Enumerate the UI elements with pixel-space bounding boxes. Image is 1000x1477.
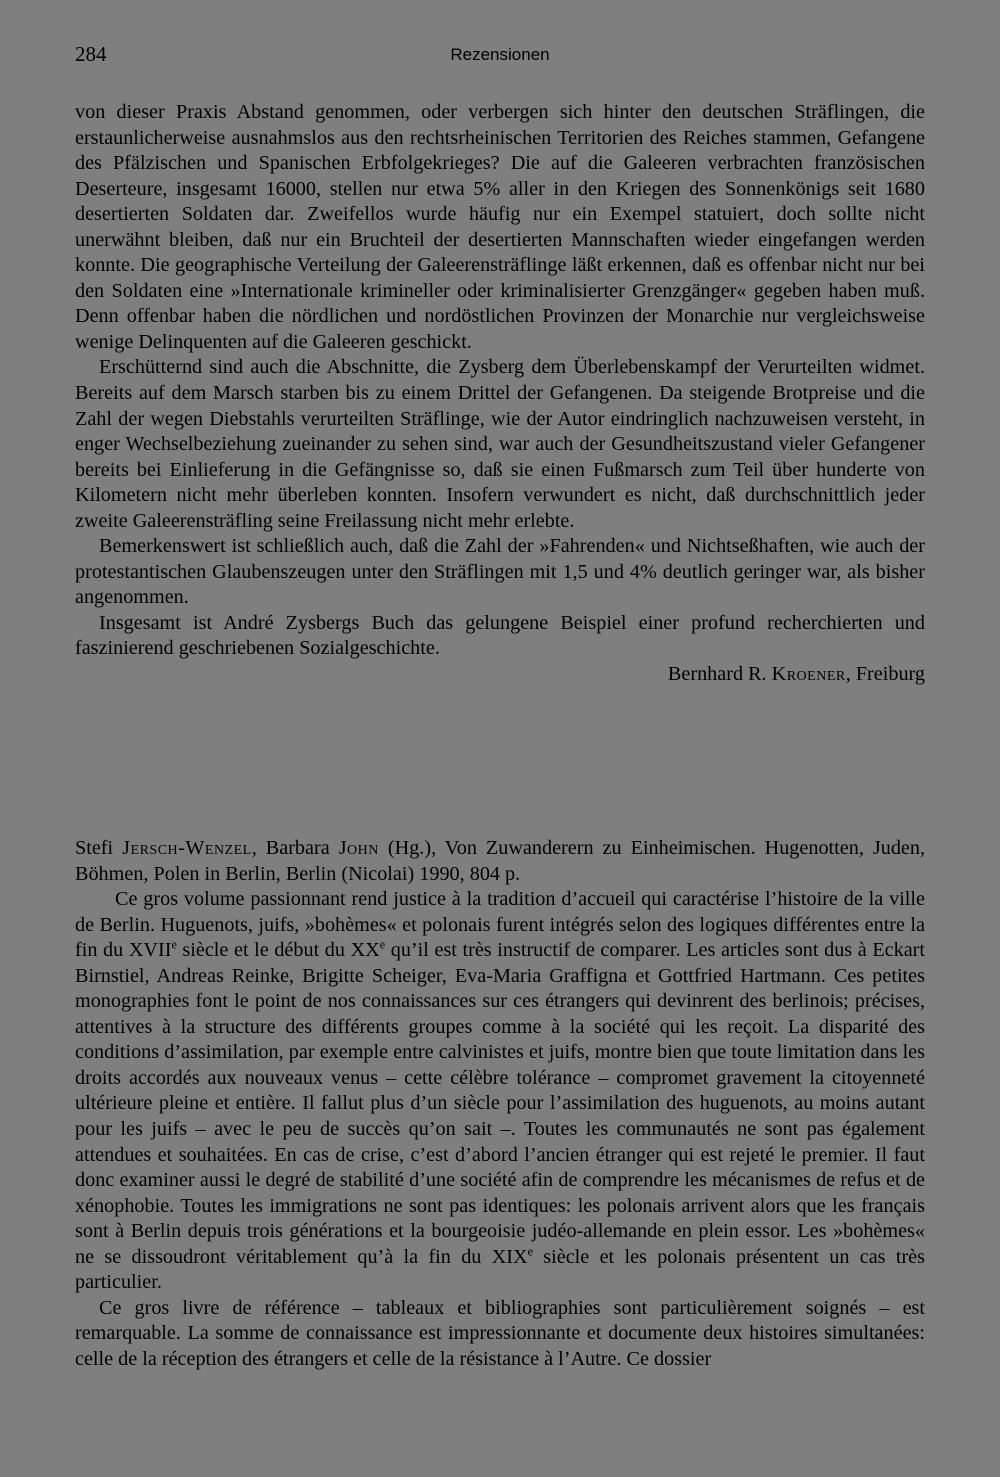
- reviewer-signature: [75, 662, 925, 688]
- editor-first-name: Stefi: [75, 837, 114, 859]
- citation-details: (Hg.), Von Zuwanderern zu Einheimischen. Hugenotten, Juden, Böhmen, Polen in Berlin, Berlin (Nicolai) 1990, 804 p.: [75, 837, 926, 885]
- reviewer-surname: Kroener: [771, 663, 846, 686]
- text-run: Ce gros volume passionnant rend justice à la tradition d’accueil qui caractérise l’histoire de la ville de Berlin. Huguenots, juifs, »bohèmes« et polonais furent intégrés selon des logiques différentes entre la fin du XVII: [75, 888, 925, 962]
- review-jersch-wenzel: [75, 836, 925, 1372]
- superscript: e: [527, 1244, 533, 1259]
- editor-first-name: , Barbara: [251, 837, 330, 859]
- editor-surname: Jersch-Wenzel: [122, 837, 252, 859]
- paragraph: Insgesamt ist André Zysbergs Buch das gelungene Beispiel einer profund recherchierten und faszinierend geschriebenen Sozialgeschichte.: [75, 611, 925, 660]
- book-citation: [75, 836, 925, 887]
- review-kroener: [75, 100, 925, 688]
- editor-surname: John: [338, 837, 379, 859]
- running-title: Rezensionen: [450, 45, 550, 64]
- text-run: qu’il est très instructif de comparer. Les articles sont dus à Eckart Birnstiel, Andreas Reinke, Brigitte Scheiger, Eva-Maria Graffigna et Gottfried Hartmann. Ces petites monographies font le point de nos connaissances sur ces étrangers qui devinrent des berlinois; précises, attentives à la structure des différents groupes comme à la société qui les reçoit. La disparité des conditions d’assimilation, par exemple entre calvinistes et juifs, montre bien que toute limitation dans les droits accordés aux nouveaux venus – cette célèbre tolérance – compromet gravement la citoyenneté ultérieure pleine et entière. Il fallut plus d’un siècle pour l’assimilation des huguenots, au moins autant pour les juifs – avec le peu de succès qu’on sait –. Toutes les communautés ne sont pas également attendues et souhaitées. En cas de crise, c’est d’abord l’ancien étranger qui est rejeté le premier. Il faut donc examiner aussi le degré de stabilité d’une société afin de comprendre les mécanismes de refus et de xénophobie. Toutes les immigrations ne sont pas identiques: les polonais arrivent alors que les français sont à Berlin depuis trois générations et la bourgeoisie judéo-allemande en plein essor. Les »bohèmes« ne se dissoudront véritablement qu’à la fin du XIX: [75, 939, 925, 1268]
- paragraph: Bemerkenswert ist schließlich auch, daß die Zahl der »Fahrenden« und Nichtseßhaften, wie auch der protestantischen Glaubenszeugen unter den Sträflingen mit 1,5 und 4% deutlich geringer war, als bisher angenommen.: [75, 535, 925, 609]
- reviewer-city: , Freiburg: [845, 663, 925, 686]
- paragraph: von dieser Praxis Abstand genommen, oder verbergen sich hinter den deutschen Sträflingen, die erstaunlicherweise ausnahmslos aus den rechtsrheinischen Territorien des Reiches stammen, Gefangene des Pfälzischen und Spanischen Erbfolgekrieges? Die auf die Galeeren verbrachten französischen Deserteure, insgesamt 16000, stellen nur etwa 5% aller in den Kriegen des Sonnenkönigs seit 1680 desertierten Soldaten dar. Zweifellos wurde häufig nur ein Exempel statuiert, doch sollte nicht unerwähnt bleiben, daß nur ein Bruchteil der desertierten Mannschaften wieder eingefangen werden konnte. Die geographische Verteilung der Galeerensträflinge läßt erkennen, daß es offenbar nicht nur bei den Soldaten eine »Internationale krimineller oder kriminalisierter Grenzgänger« gegeben haben muß. Denn offenbar haben die nördlichen und nordöstlichen Provinzen der Monarchie nur vergleichsweise wenige Delinquenten auf die Galeeren geschickt.: [75, 101, 925, 353]
- text-run: siècle et les polonais présentent un cas très particulier.: [75, 1245, 925, 1294]
- page-number: 284: [75, 42, 107, 66]
- superscript: e: [171, 937, 177, 952]
- text-run: siècle et le début du XX: [176, 939, 380, 962]
- reviewer-first-name: Bernhard R.: [667, 663, 767, 686]
- superscript: e: [379, 937, 386, 952]
- paragraph: [75, 887, 925, 1296]
- paragraph: Ce gros livre de référence – tableaux et bibliographies sont particulièrement soignés – est remarquable. La somme de connaissance est impressionnante et documente deux histoires simultanées: celle de la réception des étrangers et celle de la résistance à l’Autre. Ce dossier: [75, 1296, 925, 1370]
- paragraph: Erschütternd sind auch die Abschnitte, die Zysberg dem Überlebenskampf der Verurteilten widmet. Bereits auf dem Marsch starben bis zu einem Drittel der Gefangenen. Da steigende Brotpreise und die Zahl der wegen Diebstahls verurteilten Sträflinge, wie der Autor eindringlich nachzuweisen versteht, in enger Wechselbeziehung zueinander zu sehen sind, war auch der Gesundheitszustand vieler Gefangener bereits bei Einlieferung in die Gefängnisse so, daß sie einen Fußmarsch zum Teil über hunderte von Kilometern nicht mehr überleben konnten. Insofern verwundert es nicht, daß durchschnittlich jeder zweite Galeerensträfling seine Freilassung nicht mehr erlebte.: [75, 356, 925, 532]
